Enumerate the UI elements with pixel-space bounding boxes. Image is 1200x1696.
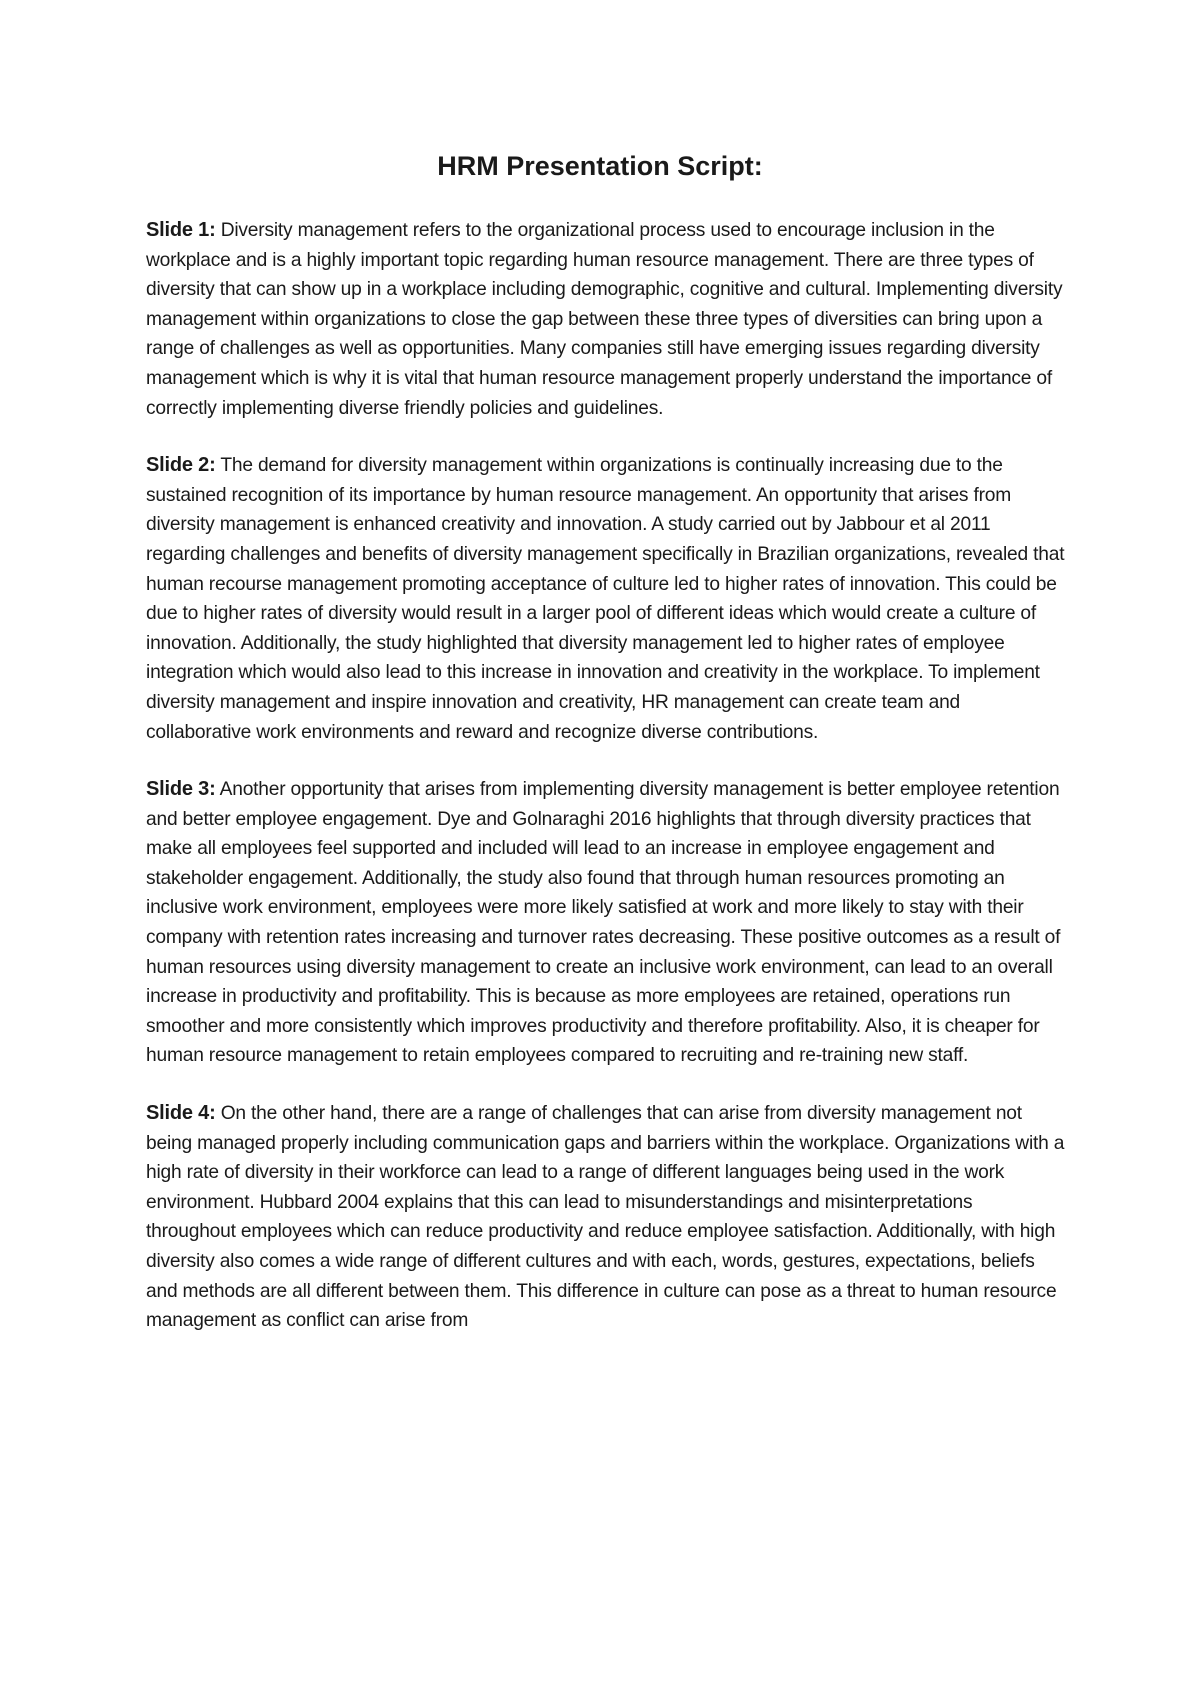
slide-4-label: Slide 4: [146, 1102, 216, 1125]
document-title: HRM Presentation Script: [437, 151, 763, 181]
slide-3-paragraph [146, 775, 1066, 1071]
slide-1-label: Slide 1: [146, 219, 216, 241]
slide-1-text: Diversity management refers to the organizational process used to encourage inclusion in the workplace and is a highly important topic regarding human resource management. There are three types of diversity that can show up in a workplace including demographic, cognitive and cultural. Implementing diversity management within organizations to close the gap between these three types of diversities can bring upon a range of challenges as well as opportunities. Many companies still have emerging issues regarding diversity management which is why it is vital that human resource management properly understand the importance of correctly implementing diverse friendly policies and guidelines. [146, 220, 1063, 419]
slide-2-paragraph [146, 451, 1066, 747]
slide-2-text: The demand for diversity management within organizations is continually increasing due to the sustained recognition of its importance by human resource management. An opportunity that arises from diversity management is enhanced creativity and innovation. A study carried out by Jabbour et al 2011 regarding challenges and benefits of diversity management specifically in Brazilian organizations, revealed that human recourse management promoting acceptance of culture led to higher rates of innovation. This could be due to higher rates of diversity would result in a larger pool of different ideas which would create a culture of innovation. Additionally, the study highlighted that diversity management led to higher rates of employee integration which would also lead to this increase in innovation and creativity in the workplace. To implement diversity management and inspire innovation and creativity, HR management can create team and collaborative work environments and reward and recognize diverse contributions. [146, 455, 1065, 743]
slide-1-paragraph [146, 216, 1066, 423]
slide-4-text: On the other hand, there are a range of challenges that can arise from diversity management not being managed properly including communication gaps and barriers within the workplace. Organizations with a high rate of diversity in their workforce can lead to a range of different languages being used in the work environment. Hubbard 2004 explains that this can lead to misunderstandings and misinterpretations throughout employees which can reduce productivity and reduce employee satisfaction. Additionally, with high diversity also comes a wide range of different cultures and with each, words, gestures, expectations, beliefs and methods are all different between them. This difference in culture can pose as a threat to human resource management as conflict can arise from [146, 1103, 1065, 1332]
slide-3-label: Slide 3: [146, 778, 216, 801]
slide-3-text: Another opportunity that arises from implementing diversity management is better employee retention and better employee engagement. Dye and Golnaraghi 2016 highlights that through diversity practices that make all employees feel supported and included will lead to an increase in employee engagement and stakeholder engagement. Additionally, the study also found that through human resources promoting an inclusive work environment, employees were more likely satisfied at work and more likely to stay with their company with retention rates increasing and turnover rates decreasing. These positive outcomes as a result of human resources using diversity management to create an inclusive work environment, can lead to an overall increase in productivity and profitability. This is because as more employees are retained, operations run smoother and more consistently which improves productivity and therefore profitability. Also, it is cheaper for human resource management to retain employees compared to recruiting and re-training new staff. [146, 779, 1061, 1067]
document-body [146, 216, 1066, 1364]
slide-4-paragraph [146, 1099, 1066, 1336]
slide-2-label: Slide 2: [146, 454, 216, 477]
